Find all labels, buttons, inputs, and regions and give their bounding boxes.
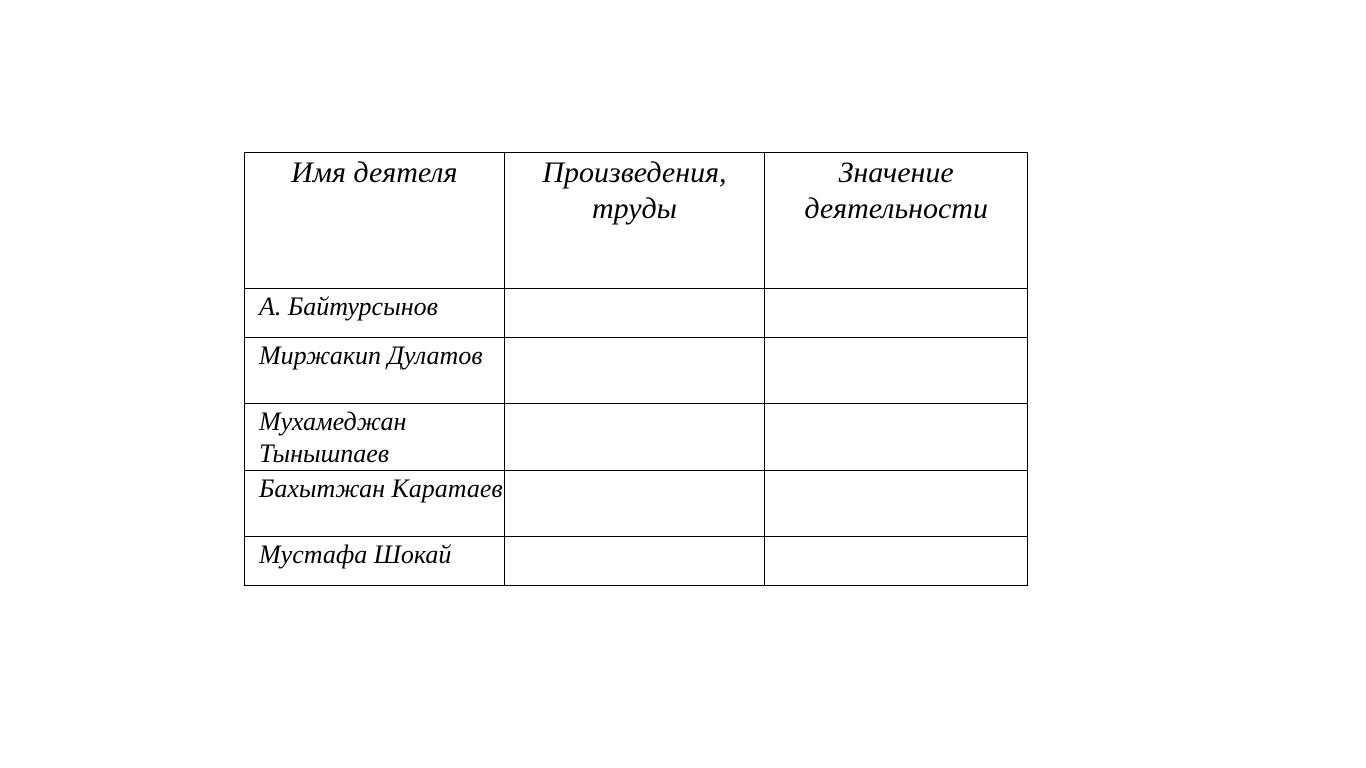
table-row: [245, 404, 1028, 471]
works-cell: [504, 404, 765, 471]
figures-table: [244, 152, 1028, 586]
table-row: [245, 338, 1028, 404]
figure-name: Миржакип Дулатов: [245, 338, 505, 404]
table-row: [245, 537, 1028, 586]
figure-name: Мухамеджан Тынышпаев: [245, 404, 505, 471]
header-works: Произведения, труды: [504, 153, 765, 289]
table-row: [245, 471, 1028, 537]
works-cell: [504, 289, 765, 338]
significance-cell: [765, 537, 1028, 586]
figure-name: Мустафа Шокай: [245, 537, 505, 586]
table-row: [245, 289, 1028, 338]
significance-cell: [765, 471, 1028, 537]
table-header-row: [245, 153, 1028, 289]
significance-cell: [765, 404, 1028, 471]
works-cell: [504, 338, 765, 404]
figure-name: А. Байтурсынов: [245, 289, 505, 338]
significance-cell: [765, 289, 1028, 338]
works-cell: [504, 537, 765, 586]
figure-name: Бахытжан Каратаев: [245, 471, 505, 537]
works-cell: [504, 471, 765, 537]
significance-cell: [765, 338, 1028, 404]
header-name: Имя деятеля: [245, 153, 505, 289]
header-significance: Значение деятельности: [765, 153, 1028, 289]
